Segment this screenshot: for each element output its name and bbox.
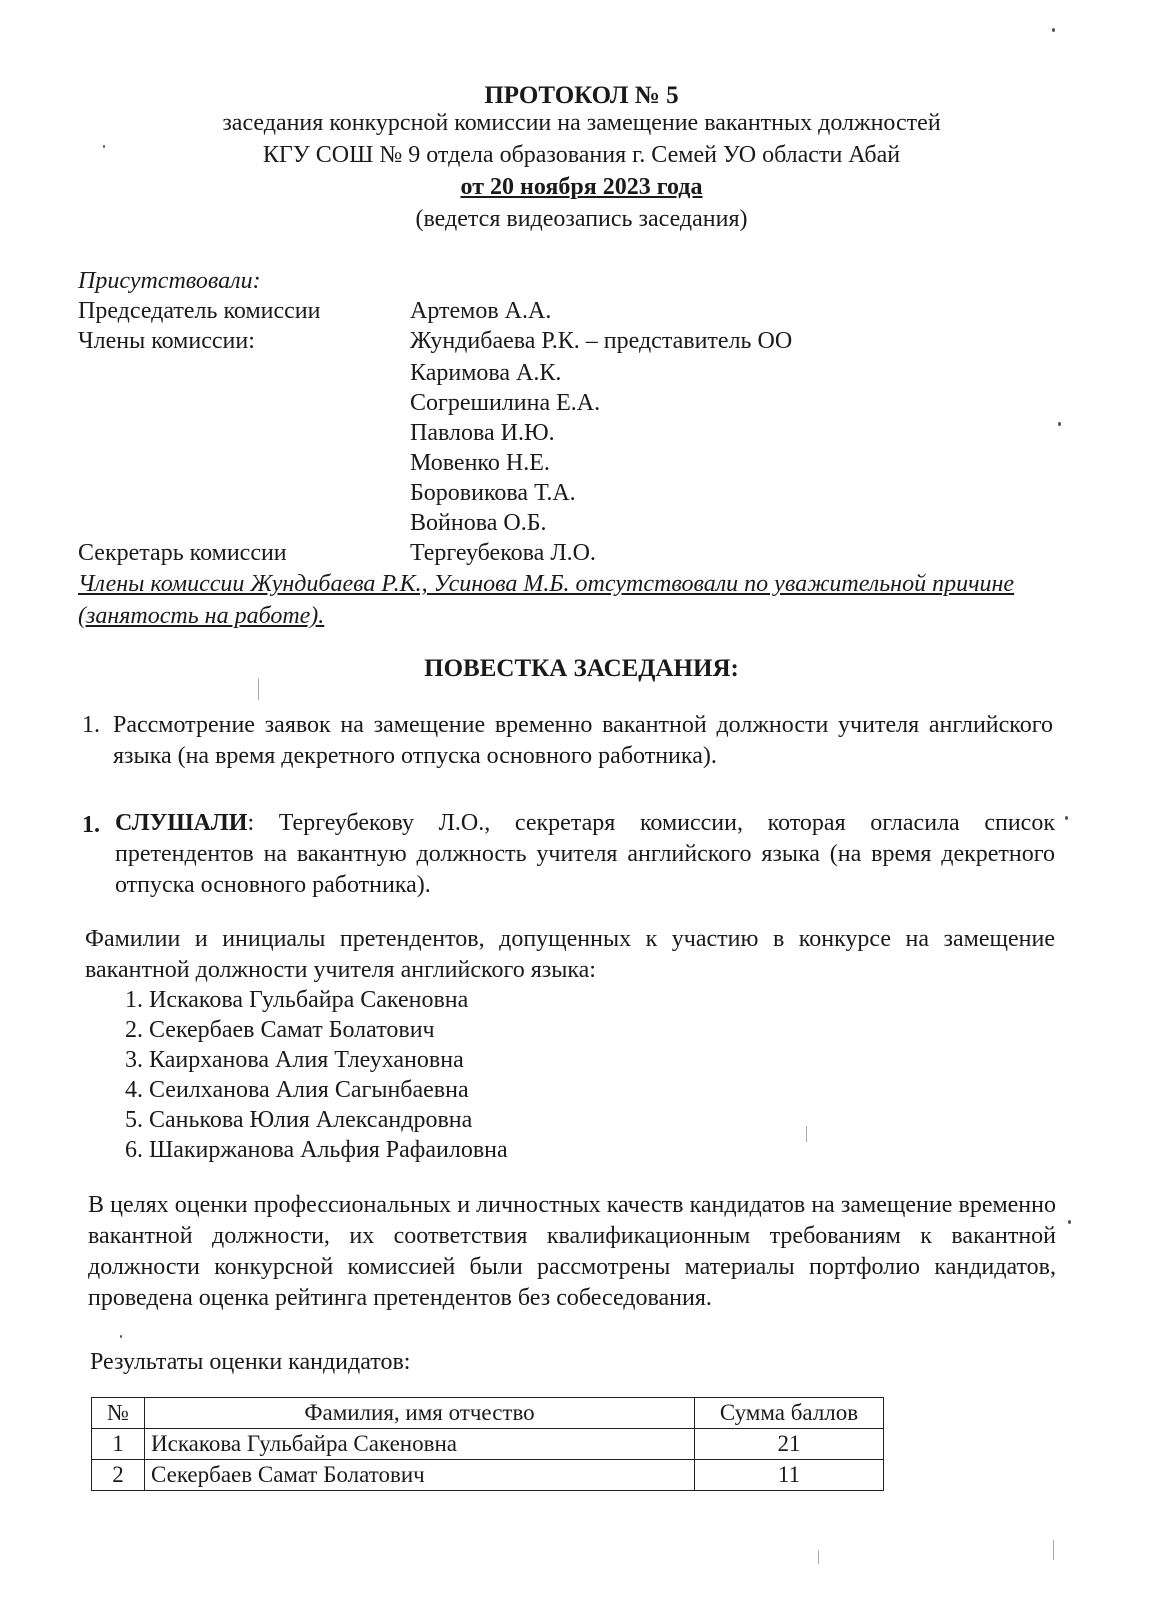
member-item: Мовенко Н.Е.: [410, 450, 550, 476]
scan-line: [258, 678, 259, 700]
header-name: Фамилия, имя отчество: [145, 1398, 695, 1429]
scan-speck: [1068, 1220, 1071, 1224]
member-item: Согрешилина Е.А.: [410, 390, 601, 416]
candidate-item: 5. Санькова Юлия Александровна: [125, 1107, 473, 1133]
heard-label: СЛУШАЛИ: [115, 810, 248, 836]
protocol-subtitle-line1: заседания конкурсной комиссии на замещение вакантных должностей: [222, 110, 941, 136]
protocol-date: [0, 174, 1163, 201]
member-item: Войнова О.Б.: [410, 510, 547, 536]
secretary-role: Секретарь комиссии: [78, 540, 287, 566]
scan-speck: [1052, 28, 1055, 32]
cell-name: Секербаев Самат Болатович: [145, 1460, 695, 1491]
cell-score: 11: [695, 1460, 884, 1491]
member-item: Боровикова Т.А.: [410, 480, 576, 506]
agenda-item-number: 1.: [82, 712, 100, 738]
absent-note: Члены комиссии Жундибаева Р.К., Усинова М.Б. отсутствовали по уважительной причине (занятость на работе).: [78, 571, 1015, 629]
scan-line: [806, 1126, 807, 1142]
cell-number: 2: [92, 1460, 145, 1491]
candidate-item: 1. Искакова Гульбайра Сакеновна: [125, 987, 469, 1013]
candidate-item: 3. Каирханова Алия Тлеухановна: [125, 1047, 464, 1073]
table-row: [92, 1460, 884, 1491]
table-header-row: [92, 1398, 884, 1429]
candidates-intro: Фамилии и инициалы претендентов, допущенных к участию в конкурсе на замещение вакантной должности учителя английского языка:: [85, 926, 1055, 983]
protocol-date-text: от 20 ноября 2023 года: [460, 174, 703, 200]
member-item: Каримова А.К.: [410, 360, 562, 386]
chairman-role: Председатель комиссии: [78, 298, 321, 324]
heard-number: 1.: [82, 812, 100, 838]
secretary-name: Тергеубекова Л.О.: [410, 540, 596, 566]
cell-score: 21: [695, 1429, 884, 1460]
results-label: Результаты оценки кандидатов:: [90, 1349, 411, 1375]
protocol-title: ПРОТОКОЛ № 5: [484, 82, 679, 109]
evaluation-text: В целях оценки профессиональных и личностных качеств кандидатов на замещение временно вакантной должности, их соответствия квалификационным требованиям к вакантной должности конкурсной комиссией были рассмотрены материалы портфолио кандидатов, проведена оценка рейтинга претендентов без собеседования.: [88, 1192, 1056, 1311]
candidate-item: 4. Сеилханова Алия Сагынбаевна: [125, 1077, 469, 1103]
agenda-title: ПОВЕСТКА ЗАСЕДАНИЯ:: [424, 655, 739, 682]
scan-speck: [120, 1335, 122, 1338]
protocol-subtitle-line2: КГУ СОШ № 9 отдела образования г. Семей УО области Абай: [262, 142, 901, 168]
results-table: [91, 1397, 884, 1491]
header-score: Сумма баллов: [695, 1398, 884, 1429]
candidate-item: 2. Секербаев Самат Болатович: [125, 1017, 435, 1043]
scan-speck: [1058, 422, 1061, 426]
present-label: Присутствовали:: [78, 268, 261, 294]
scan-line: [1053, 1540, 1054, 1560]
scan-speck: [1065, 816, 1068, 820]
member-item: Павлова И.Ю.: [410, 420, 555, 446]
cell-number: 1: [92, 1429, 145, 1460]
members-role: Члены комиссии:: [78, 328, 255, 354]
header-number: №: [92, 1398, 145, 1429]
scan-line: [818, 1550, 819, 1564]
cell-name: Искакова Гульбайра Сакеновна: [145, 1429, 695, 1460]
member-item: Жундибаева Р.К. – представитель ОО: [410, 328, 793, 354]
candidate-item: 6. Шакиржанова Альфия Рафаиловна: [125, 1137, 508, 1163]
heard-paragraph: [115, 808, 1055, 901]
scan-speck: [103, 145, 105, 148]
agenda-item-text: Рассмотрение заявок на замещение временно вакантной должности учителя английского языка (на время декретного отпуска основного работника).: [113, 712, 1053, 769]
table-row: [92, 1429, 884, 1460]
heard-text: : Тергеубекову Л.О., секретаря комиссии, которая огласила список претендентов на вакантную должность учителя английского языка (на время декретного отпуска основного работника).: [115, 810, 1055, 898]
video-note: (ведется видеозапись заседания): [415, 206, 748, 232]
chairman-name: Артемов А.А.: [410, 298, 552, 324]
